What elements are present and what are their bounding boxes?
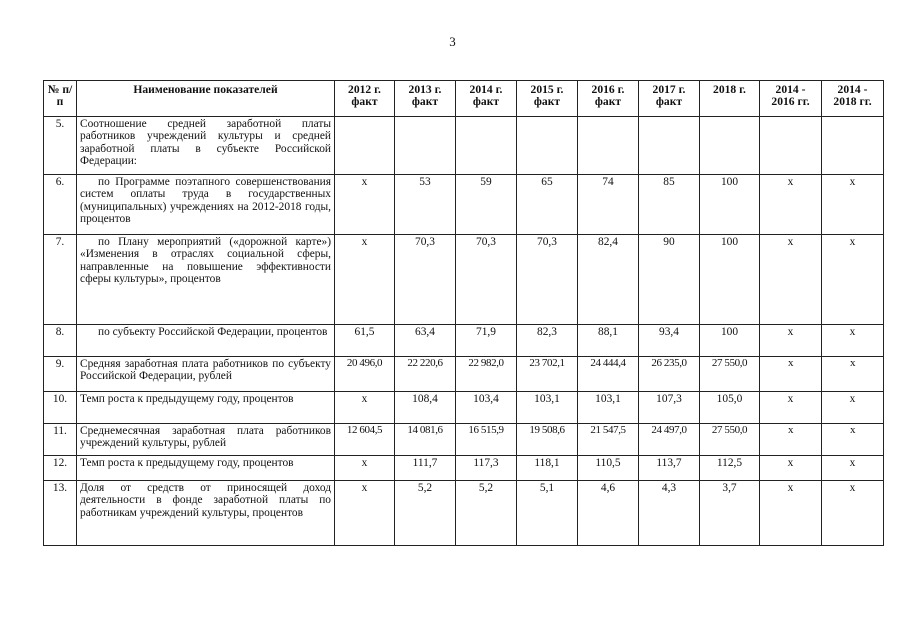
- header-2016: 2016 г. факт: [578, 81, 639, 117]
- value-cell: 53: [395, 175, 456, 235]
- value-cell: х: [760, 481, 822, 546]
- value-cell: х: [822, 392, 884, 424]
- value-cell: 61,5: [335, 325, 395, 357]
- value-cell: [822, 117, 884, 175]
- header-2012: 2012 г. факт: [335, 81, 395, 117]
- value-cell: 24 444,4: [578, 357, 639, 392]
- value-cell: 117,3: [456, 456, 517, 481]
- value-cell: 27 550,0: [700, 424, 760, 456]
- table-body: [44, 117, 884, 546]
- table-row: [44, 481, 884, 546]
- value-cell: [395, 117, 456, 175]
- value-cell: х: [760, 392, 822, 424]
- value-cell: [760, 117, 822, 175]
- value-cell: 24 497,0: [639, 424, 700, 456]
- indicator-name: по Плану мероприятий («дорожной карте») «Изменения в отраслях социальной сферы, направленные на повышение эффективности сферы культуры», процентов: [77, 235, 335, 325]
- table-row: [44, 235, 884, 325]
- value-cell: 108,4: [395, 392, 456, 424]
- value-cell: х: [760, 325, 822, 357]
- value-cell: 16 515,9: [456, 424, 517, 456]
- value-cell: х: [760, 424, 822, 456]
- value-cell: 59: [456, 175, 517, 235]
- header-2014-2016: 2014 - 2016 гг.: [760, 81, 822, 117]
- value-cell: х: [760, 456, 822, 481]
- value-cell: [335, 117, 395, 175]
- row-number: 12.: [44, 456, 77, 481]
- value-cell: 21 547,5: [578, 424, 639, 456]
- row-number: 11.: [44, 424, 77, 456]
- value-cell: 20 496,0: [335, 357, 395, 392]
- header-2014-2018: 2014 - 2018 гг.: [822, 81, 884, 117]
- table-row: [44, 456, 884, 481]
- value-cell: 22 220,6: [395, 357, 456, 392]
- table-header-row: [44, 81, 884, 117]
- value-cell: 82,3: [517, 325, 578, 357]
- value-cell: 100: [700, 175, 760, 235]
- value-cell: 70,3: [517, 235, 578, 325]
- value-cell: 107,3: [639, 392, 700, 424]
- value-cell: 19 508,6: [517, 424, 578, 456]
- value-cell: 103,1: [517, 392, 578, 424]
- header-name: Наименование показателей: [77, 81, 335, 117]
- row-number: 6.: [44, 175, 77, 235]
- indicator-name: по Программе поэтапного совершенствования систем оплаты труда в государственных (муниципальных) учреждениях на 2012-2018 годы, процентов: [77, 175, 335, 235]
- indicator-name: Темп роста к предыдущему году, процентов: [77, 392, 335, 424]
- value-cell: 70,3: [456, 235, 517, 325]
- table-row: [44, 325, 884, 357]
- indicator-name: Доля от средств от приносящей доход деятельности в фонде заработной платы по работникам учреждений культуры, процентов: [77, 481, 335, 546]
- indicator-name: Соотношение средней заработной платы работников учреждений культуры и средней заработной платы в субъекте Российской Федерации:: [77, 117, 335, 175]
- indicator-name: Средняя заработная плата работников по субъекту Российской Федерации, рублей: [77, 357, 335, 392]
- value-cell: х: [822, 424, 884, 456]
- value-cell: 105,0: [700, 392, 760, 424]
- indicator-name: Темп роста к предыдущему году, процентов: [77, 456, 335, 481]
- value-cell: 63,4: [395, 325, 456, 357]
- value-cell: 103,1: [578, 392, 639, 424]
- value-cell: 14 081,6: [395, 424, 456, 456]
- value-cell: х: [760, 357, 822, 392]
- value-cell: 85: [639, 175, 700, 235]
- value-cell: 26 235,0: [639, 357, 700, 392]
- value-cell: 82,4: [578, 235, 639, 325]
- value-cell: х: [335, 481, 395, 546]
- indicators-table: [43, 80, 884, 546]
- table-row: [44, 424, 884, 456]
- value-cell: 23 702,1: [517, 357, 578, 392]
- value-cell: 103,4: [456, 392, 517, 424]
- value-cell: 71,9: [456, 325, 517, 357]
- value-cell: 5,2: [456, 481, 517, 546]
- row-number: 7.: [44, 235, 77, 325]
- value-cell: 100: [700, 325, 760, 357]
- row-number: 10.: [44, 392, 77, 424]
- table-row: [44, 357, 884, 392]
- value-cell: х: [822, 175, 884, 235]
- row-number: 13.: [44, 481, 77, 546]
- value-cell: 100: [700, 235, 760, 325]
- value-cell: х: [822, 481, 884, 546]
- value-cell: 74: [578, 175, 639, 235]
- value-cell: х: [335, 175, 395, 235]
- value-cell: х: [822, 456, 884, 481]
- value-cell: 112,5: [700, 456, 760, 481]
- value-cell: [456, 117, 517, 175]
- indicator-name: Среднемесячная заработная плата работников учреждений культуры, рублей: [77, 424, 335, 456]
- value-cell: 27 550,0: [700, 357, 760, 392]
- value-cell: [700, 117, 760, 175]
- indicator-name: по субъекту Российской Федерации, процентов: [77, 325, 335, 357]
- value-cell: 70,3: [395, 235, 456, 325]
- value-cell: х: [760, 175, 822, 235]
- value-cell: 88,1: [578, 325, 639, 357]
- value-cell: х: [335, 392, 395, 424]
- value-cell: 4,6: [578, 481, 639, 546]
- header-2018: 2018 г.: [700, 81, 760, 117]
- row-number: 5.: [44, 117, 77, 175]
- value-cell: х: [760, 235, 822, 325]
- value-cell: 22 982,0: [456, 357, 517, 392]
- value-cell: 118,1: [517, 456, 578, 481]
- header-2013: 2013 г. факт: [395, 81, 456, 117]
- value-cell: х: [335, 235, 395, 325]
- header-2015: 2015 г. факт: [517, 81, 578, 117]
- table-row: [44, 175, 884, 235]
- value-cell: 90: [639, 235, 700, 325]
- value-cell: [639, 117, 700, 175]
- row-number: 8.: [44, 325, 77, 357]
- value-cell: 5,2: [395, 481, 456, 546]
- value-cell: х: [822, 357, 884, 392]
- value-cell: х: [335, 456, 395, 481]
- value-cell: х: [822, 235, 884, 325]
- header-2017: 2017 г. факт: [639, 81, 700, 117]
- table-row: [44, 392, 884, 424]
- value-cell: 4,3: [639, 481, 700, 546]
- value-cell: 65: [517, 175, 578, 235]
- value-cell: 12 604,5: [335, 424, 395, 456]
- table-row: [44, 117, 884, 175]
- page-number: 3: [449, 34, 456, 49]
- value-cell: 111,7: [395, 456, 456, 481]
- value-cell: 113,7: [639, 456, 700, 481]
- row-number: 9.: [44, 357, 77, 392]
- header-num: № п/п: [44, 81, 77, 117]
- value-cell: [578, 117, 639, 175]
- header-2014: 2014 г. факт: [456, 81, 517, 117]
- value-cell: 93,4: [639, 325, 700, 357]
- value-cell: 5,1: [517, 481, 578, 546]
- value-cell: 110,5: [578, 456, 639, 481]
- value-cell: 3,7: [700, 481, 760, 546]
- value-cell: [517, 117, 578, 175]
- value-cell: х: [822, 325, 884, 357]
